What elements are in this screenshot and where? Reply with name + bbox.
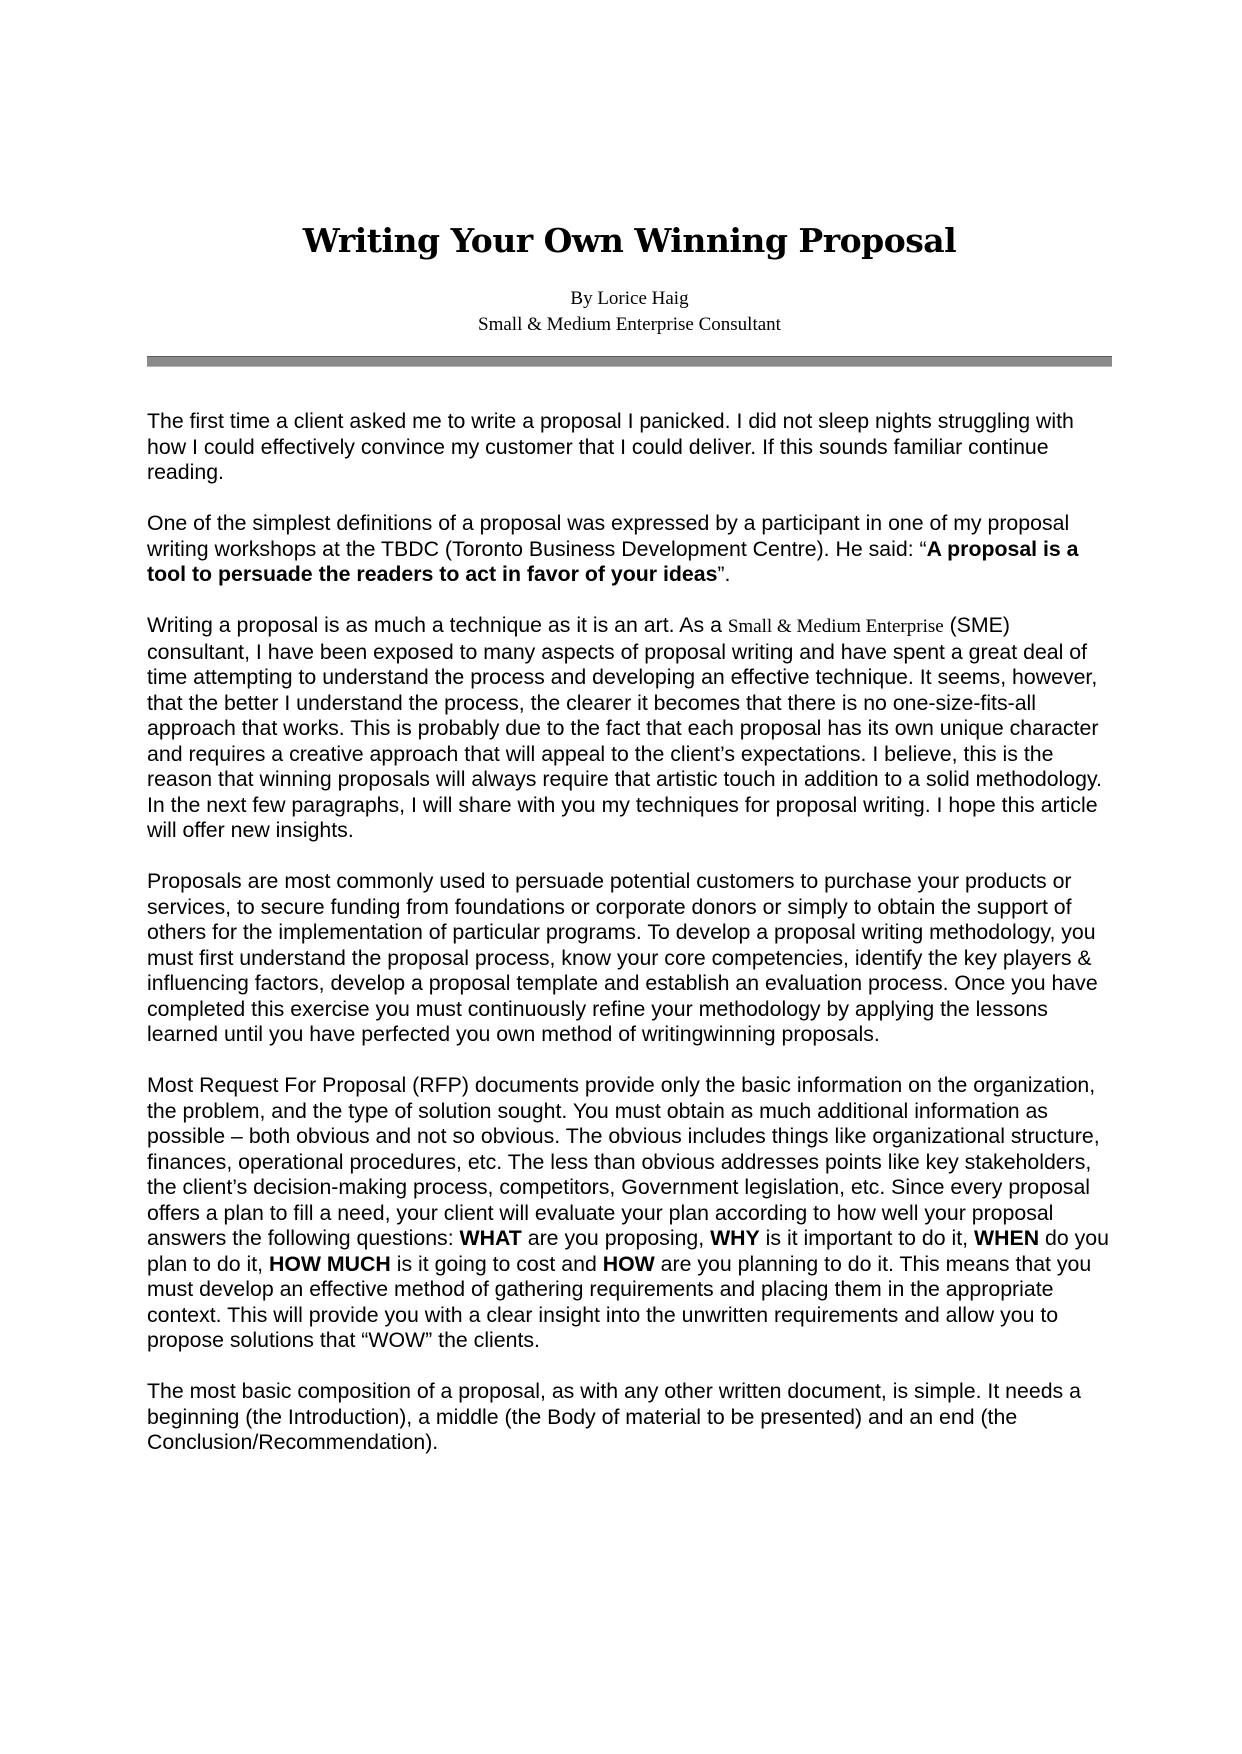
document-title: Writing Your Own Winning Proposal bbox=[302, 221, 957, 260]
paragraph-2-end: ”. bbox=[717, 562, 731, 586]
paragraph-5 bbox=[147, 1073, 1112, 1354]
keyword-what: WHAT bbox=[459, 1226, 522, 1250]
byline bbox=[147, 286, 1112, 338]
paragraph-5-part-e: is it going to cost and bbox=[390, 1251, 603, 1276]
author-line: By Lorice Haig bbox=[570, 288, 689, 309]
paragraph-6: The most basic composition of a proposal, as with any other written document, is simple. It needs a beginning (the Introduction), a middle (the Body of material to be presented) and an end (the Conclusion/Recommendation). bbox=[147, 1379, 1081, 1454]
paragraph-3-rest: (SME) consultant, I have been exposed to many aspects of proposal writing and have spent a great deal of time attempting to understand the process and developing an effective technique. It seems, however, that the better I understand the process, the clearer it becomes that there is no one-size-fits-all approach that works. This is probably due to the fact that each proposal has its own unique character and requires a creative approach that will appeal to the client’s expectations. I believe, this is the reason that winning proposals will always require that artistic touch in addition to a solid methodology. In the next few paragraphs, I will share with you my techniques for proposal writing. I hope this article will offer new insights. bbox=[147, 613, 1102, 842]
paragraph-3 bbox=[147, 613, 1112, 844]
paragraph-5-part-d: do you plan to do it, bbox=[147, 1226, 1109, 1276]
paragraph-3-start: Writing a proposal is as much a technique as it is an art. As a bbox=[147, 613, 728, 637]
sme-term: Small & Medium Enterprise bbox=[727, 616, 944, 637]
paragraph-2 bbox=[147, 511, 1112, 588]
horizontal-rule bbox=[147, 356, 1112, 367]
keyword-why: WHY bbox=[710, 1226, 760, 1250]
paragraph-2-text: One of the simplest definitions of a proposal was expressed by a participant in one of my proposal writing workshops at the TBDC (Toronto Business Development Centre). He said: “ bbox=[147, 511, 1070, 561]
paragraph-5-start: Most Request For Proposal (RFP) documents provide only the basic information on the organization, the problem, and the type of solution sought. You must obtain as much additional information as possible – both obvious and not so obvious. The obvious includes things like organizational structure, finances, operational procedures, etc. The less than obvious addresses points like key stakeholders, the client’s decision-making process, competitors, Government legislation, etc. Since every proposal offers a plan to fill a need, your client will evaluate your plan according to how well your proposal answers the following questions: bbox=[147, 1073, 1100, 1250]
article-body bbox=[147, 409, 1112, 1456]
keyword-how: HOW bbox=[602, 1251, 655, 1276]
author-role-line: Small & Medium Enterprise Consultant bbox=[478, 314, 781, 335]
paragraph-5-end: are you planning to do it. This means that you must develop an effective method of gathering requirements and placing them in the appropriate context. This will provide you with a clear insight into the unwritten requirements and allow you to propose solutions that “WOW” the clients. bbox=[147, 1251, 1092, 1352]
paragraph-4: Proposals are most commonly used to persuade potential customers to purchase your products or services, to secure funding from foundations or corporate donors or simply to obtain the support of others for the implementation of particular programs. To develop a proposal writing methodology, you must first understand the proposal process, know your core competencies, identify the key players & influencing factors, develop a proposal template and establish an evaluation process. Once you have completed this exercise you must continuously refine your methodology by applying the lessons learned until you have perfected you own method of writingwinning proposals. bbox=[147, 869, 1098, 1046]
paragraph-5-part-c: is it important to do it, bbox=[759, 1226, 975, 1250]
keyword-how-much: HOW MUCH bbox=[268, 1251, 391, 1276]
paragraph-5-part-b: are you proposing, bbox=[521, 1226, 711, 1250]
keyword-when: WHEN bbox=[974, 1226, 1040, 1250]
paragraph-1: The first time a client asked me to write a proposal I panicked. I did not sleep nights struggling with how I could effectively convince my customer that I could deliver. If this sounds familiar continue reading. bbox=[147, 409, 1074, 484]
proposal-definition-quote: A proposal is a tool to persuade the readers to act in favor of your ideas bbox=[147, 536, 1079, 586]
document-page bbox=[147, 218, 1112, 1481]
